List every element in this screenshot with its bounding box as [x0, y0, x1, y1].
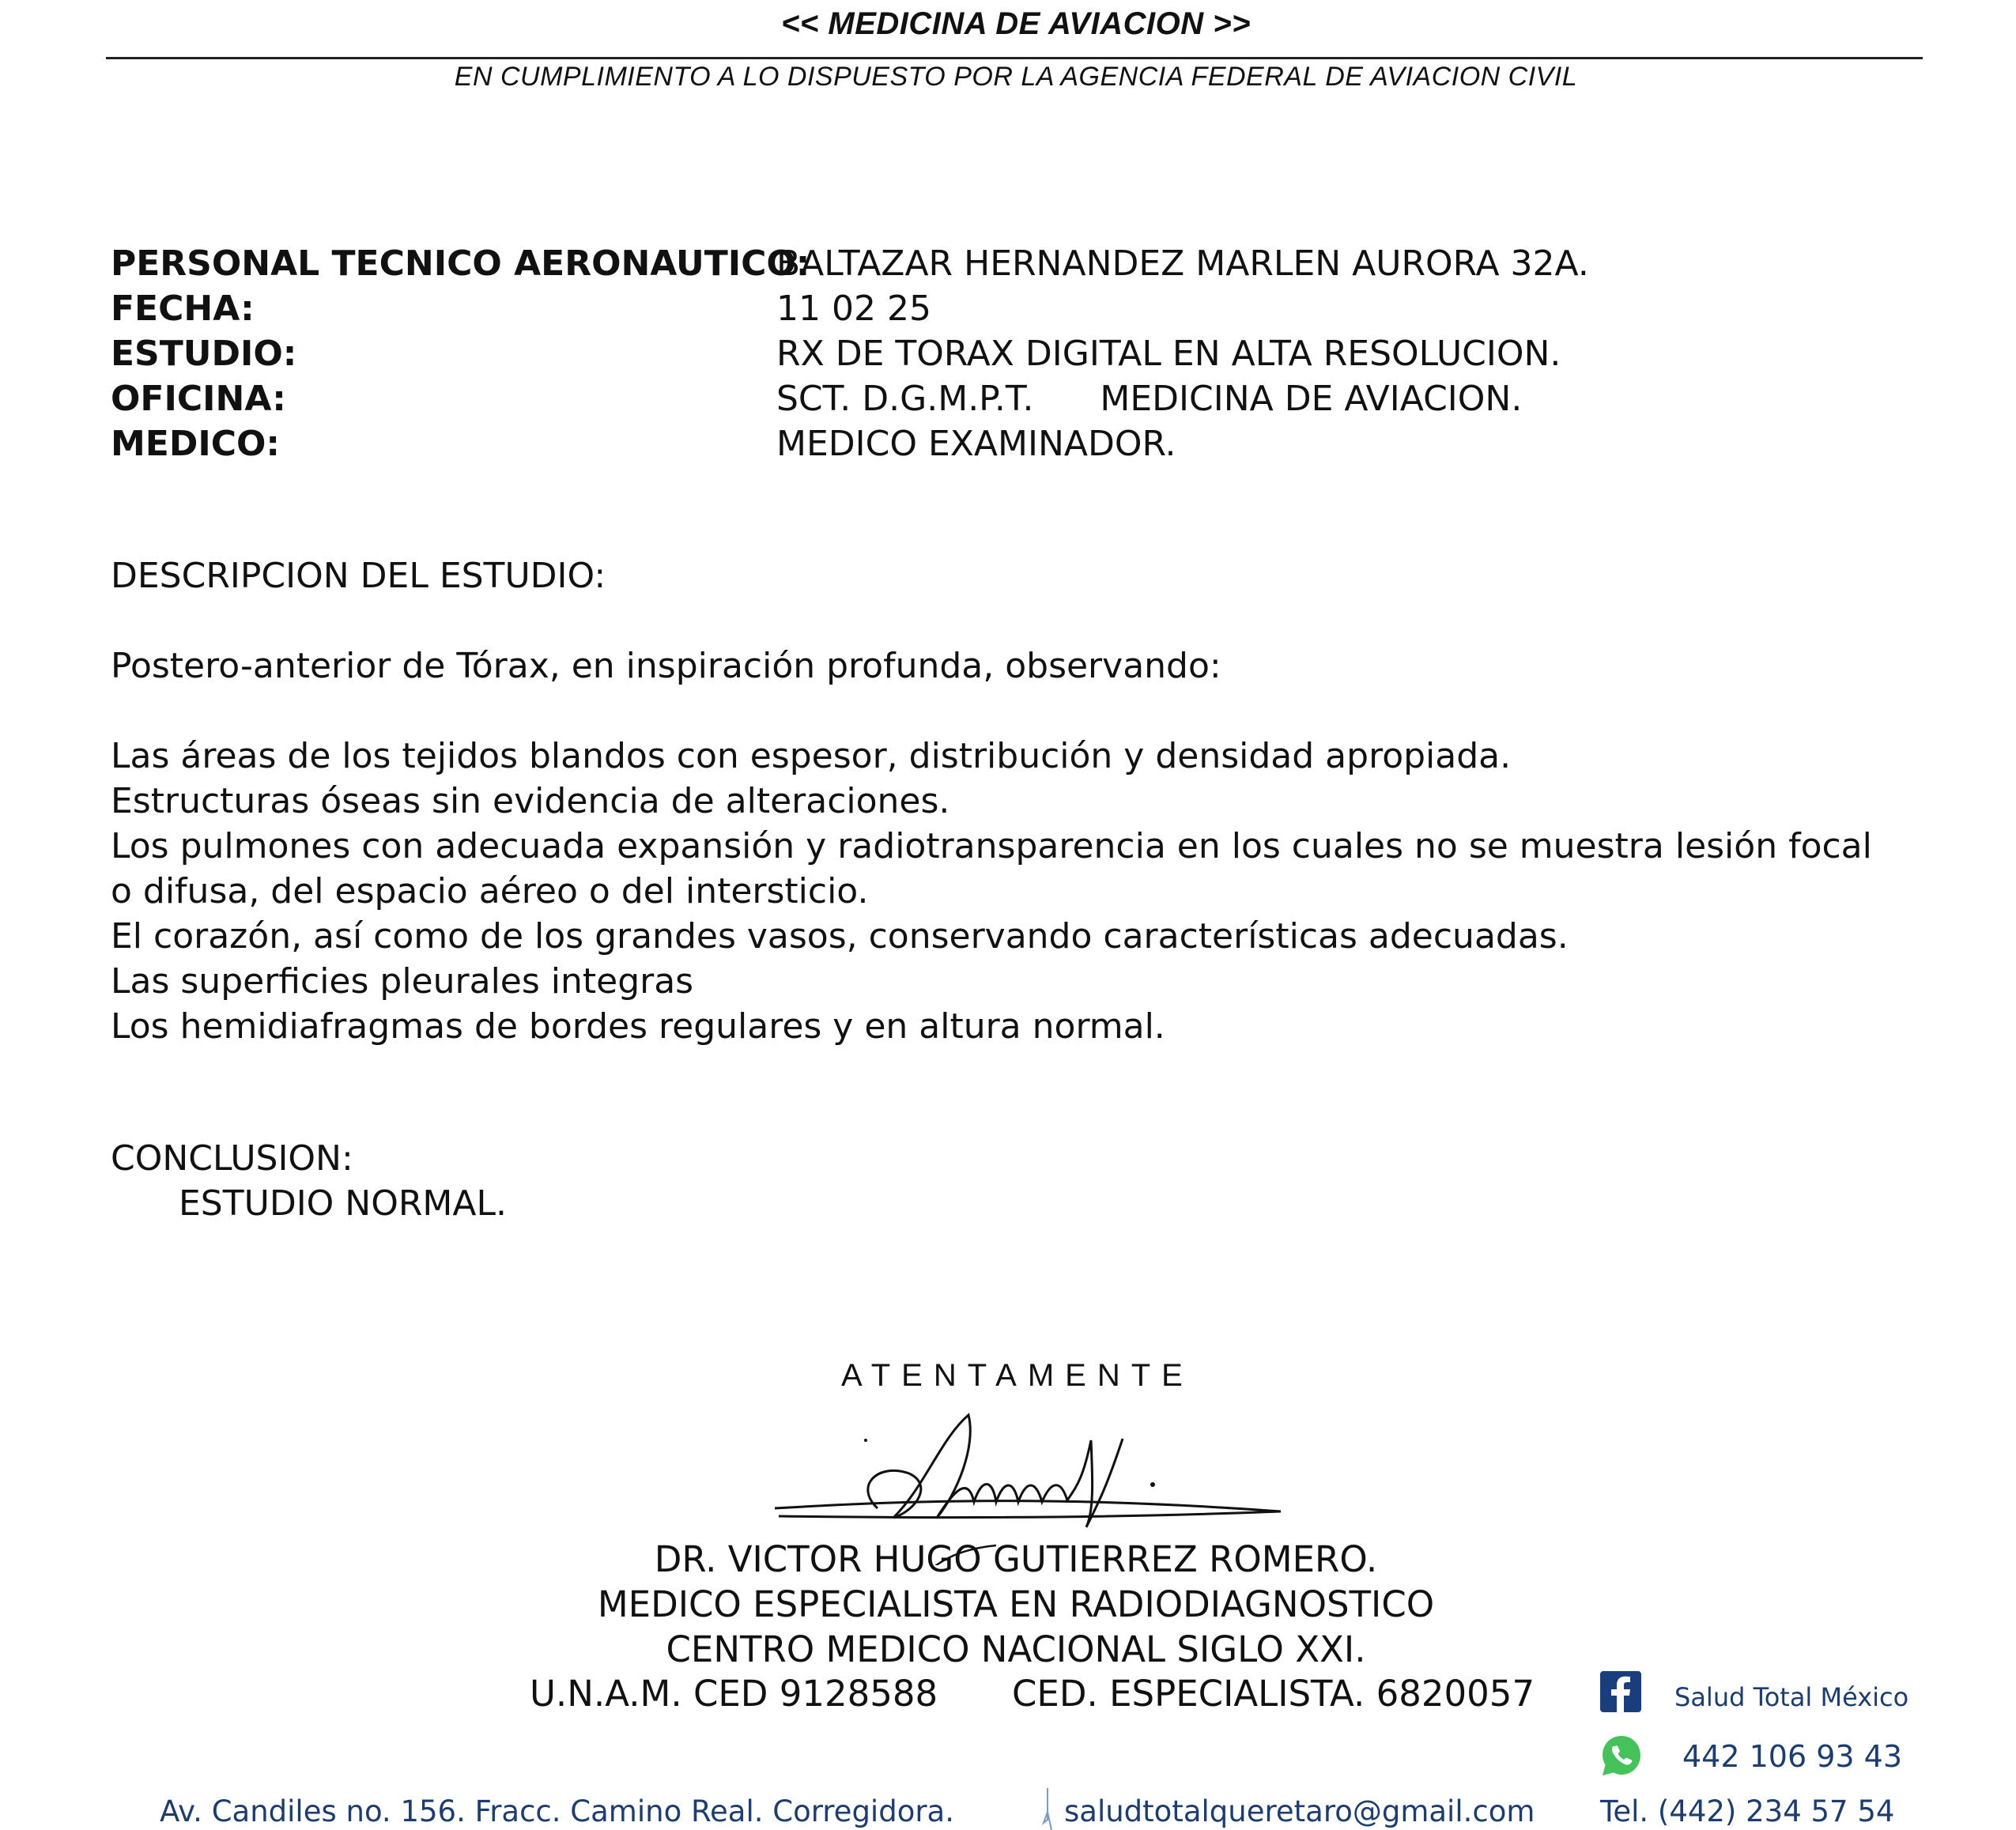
finding-line: Las superficies pleurales integras — [111, 961, 694, 1002]
field-value-fecha: 11 02 25 — [776, 289, 931, 329]
cedula-unam: U.N.A.M. CED 9128588 — [530, 1673, 938, 1715]
finding-line: Las áreas de los tejidos blandos con espesor, distribución y densidad apropiada. — [111, 736, 1512, 776]
footer-phone: Tel. (442) 234 57 54 — [1600, 1794, 1895, 1828]
whatsapp-icon — [1599, 1733, 1644, 1779]
field-label-fecha: FECHA: — [111, 289, 255, 329]
facebook-icon — [1600, 1671, 1641, 1712]
heartbeat-divider — [1036, 1788, 1059, 1830]
finding-line: Estructuras óseas sin evidencia de alteraciones. — [111, 781, 950, 821]
description-intro: Postero-anterior de Tórax, en inspiración profunda, observando: — [111, 646, 1221, 686]
field-label-estudio: ESTUDIO: — [111, 334, 297, 374]
facebook-page-name: Salud Total México — [1674, 1682, 1909, 1712]
finding-line: o difusa, del espacio aéreo o del intersticio. — [111, 871, 869, 911]
finding-line: Los pulmones con adecuada expansión y radiotransparencia en los cuales no se muestra lesión focal — [111, 826, 1872, 866]
field-value-personal: BALTAZAR HERNANDEZ MARLEN AURORA 32A. — [776, 243, 1589, 284]
field-label-personal: PERSONAL TECNICO AERONAUTICO: — [111, 243, 810, 284]
closing-text: ATENTAMENTE — [841, 1358, 1194, 1393]
conclusion-value: ESTUDIO NORMAL. — [179, 1183, 507, 1224]
field-label-oficina: OFICINA: — [111, 379, 286, 419]
doctor-name: DR. VICTOR HUGO GUTIERREZ ROMERO. — [654, 1538, 1378, 1580]
footer-address: Av. Candiles no. 156. Fracc. Camino Real. Corregidora. — [160, 1794, 954, 1828]
footer-email: saludtotalqueretaro@gmail.com — [1064, 1794, 1535, 1828]
title-divider — [106, 57, 1923, 59]
conclusion-heading: CONCLUSION: — [111, 1138, 353, 1179]
doctor-specialty: MEDICO ESPECIALISTA EN RADIODIAGNOSTICO — [597, 1583, 1435, 1625]
description-heading: DESCRIPCION DEL ESTUDIO: — [111, 556, 606, 596]
finding-line: Los hemidiafragmas de bordes regulares y en altura normal. — [111, 1006, 1165, 1047]
finding-line: El corazón, así como de los grandes vasos, conservando características adecuadas. — [111, 916, 1569, 957]
document-subtitle: EN CUMPLIMIENTO A LO DISPUESTO POR LA AGENCIA FEDERAL DE AVIACION CIVIL — [454, 62, 1578, 92]
field-label-medico: MEDICO: — [111, 424, 281, 464]
field-value-medico: MEDICO EXAMINADOR. — [776, 424, 1176, 464]
cedula-especialista: CED. ESPECIALISTA. 6820057 — [1012, 1673, 1535, 1715]
whatsapp-number: 442 106 93 43 — [1682, 1739, 1903, 1774]
field-value-estudio: RX DE TORAX DIGITAL EN ALTA RESOLUCION. — [776, 334, 1561, 374]
document-title: << MEDICINA DE AVIACION >> — [781, 6, 1251, 41]
field-value-oficina: SCT. D.G.M.P.T. MEDICINA DE AVIACION. — [776, 379, 1523, 419]
doctor-institution: CENTRO MEDICO NACIONAL SIGLO XXI. — [666, 1628, 1366, 1670]
